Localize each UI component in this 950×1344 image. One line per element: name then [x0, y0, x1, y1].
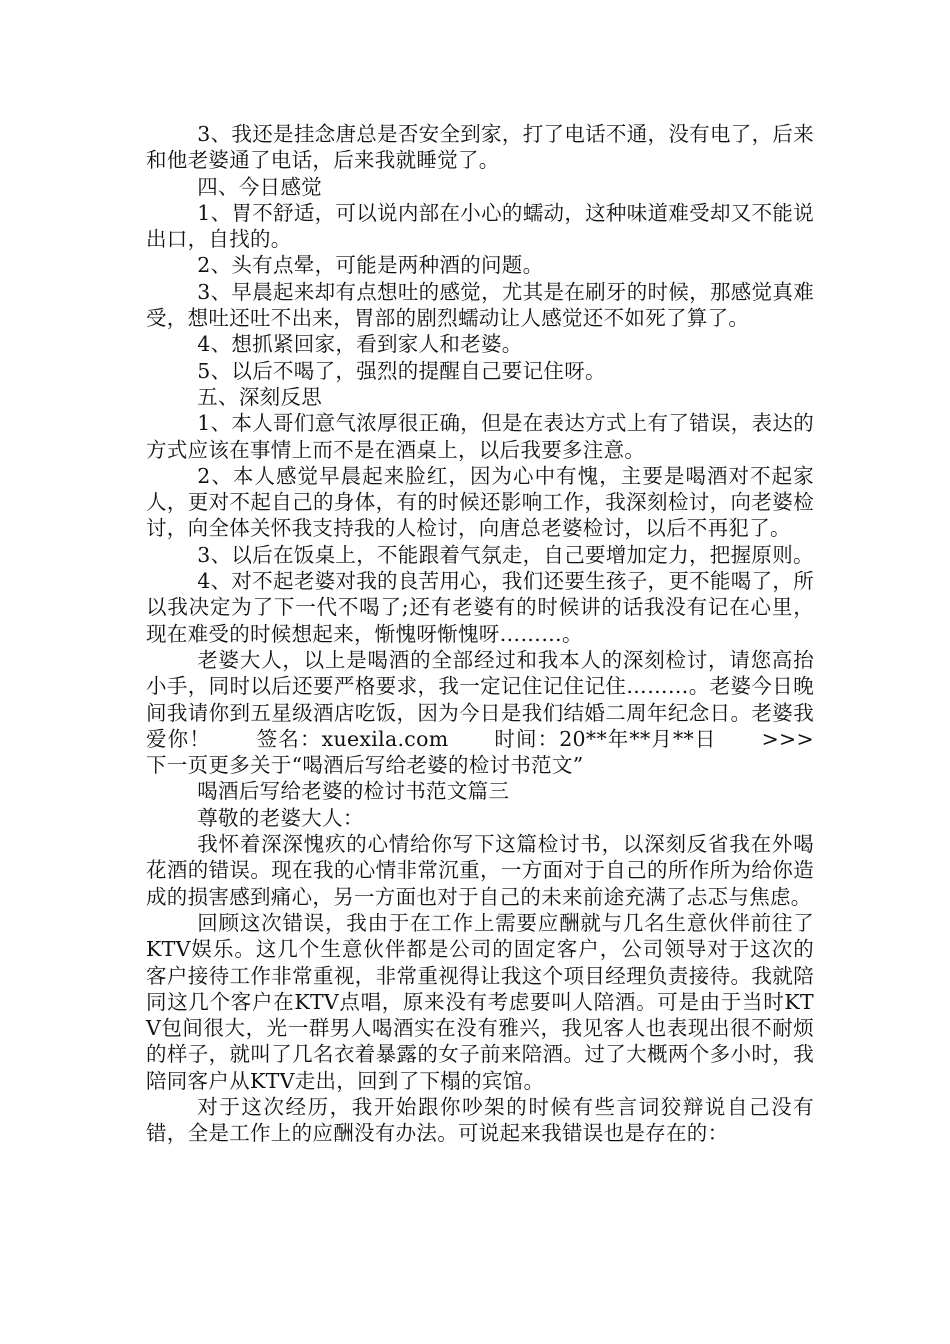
paragraph: 3、早晨起来却有点想吐的感觉，尤其是在刷牙的时候，那感觉真难受，想吐还吐不出来，胃部的剧烈蠕动让人感觉还不如死了算了。 — [146, 279, 814, 331]
salutation: 尊敬的老婆大人： — [197, 805, 364, 830]
paragraph: 我怀着深深愧疚的心情给你写下这篇检讨书，以深刻反省我在外喝花酒的错误。现在我的心情非常沉重，一方面对于自己的所作所为给你造成的损害感到痛心，另一方面也对于自己的未来前途充满了忐忑与焦虑。 — [146, 832, 814, 909]
closing-paragraph — [146, 647, 814, 778]
paragraph: 3、以后在饭桌上，不能跟着气氛走，自己要增加定力，把握原则。 — [197, 542, 814, 567]
paragraph: 3、我还是挂念唐总是否安全到家，打了电话不通，没有电了，后来和他老婆通了电话，后来我就睡觉了。 — [146, 122, 814, 173]
paragraph: 4、想抓紧回家，看到家人和老婆。 — [197, 332, 523, 357]
paragraph: 5、以后不喝了，强烈的提醒自己要记住呀。 — [197, 358, 606, 383]
paragraph: 对于这次经历，我开始跟你吵架的时候有些言词狡辩说自己没有错，全是工作上的应酬没有办法。可说起来我错误也是存在的： — [146, 1094, 814, 1146]
paragraph: 1、胃不舒适，可以说内部在小心的蠕动，这种味道难受却又不能说出口，自找的。 — [146, 200, 814, 252]
paragraph: 4、对不起老婆对我的良苦用心，我们还要生孩子，更不能喝了，所以我决定为了下一代不喝了;还有老婆有的时候讲的话我没有记在心里，现在难受的时候想起来，惭愧呀惭愧呀………。 — [146, 569, 814, 646]
closing-text: 老婆大人，以上是喝酒的全部经过和我本人的深刻检讨，请您高抬小手，同时以后还要严格要求，我一定记住记住记住………。老婆今日晚间我请你到五星级酒店吃饭，因为今日是我们结婚二周年纪念日。老婆我爱你！ — [146, 647, 814, 751]
paragraph: 2、本人感觉早晨起来脸红，因为心中有愧，主要是喝酒对不起家人，更对不起自己的身体，有的时候还影响工作，我深刻检讨，向老婆检讨，向全体关怀我支持我的人检讨，向唐总老婆检讨，以后不再犯了。 — [146, 463, 814, 541]
section-heading: 四、今日感觉 — [197, 174, 323, 199]
section-heading: 五、深刻反思 — [197, 384, 323, 409]
section-title: 喝酒后写给老婆的检讨书范文篇三 — [197, 779, 510, 804]
paragraph: 1、本人哥们意气浓厚很正确，但是在表达方式上有了错误，表达的方式应该在事情上而不是在酒桌上，以后我要多注意。 — [146, 411, 814, 462]
signature: 签名：xuexila.com — [255, 726, 449, 751]
paragraph: 回顾这次错误，我由于在工作上需要应酬就与几名生意伙伴前往了KTV娱乐。这几个生意伙伴都是公司的固定客户，公司领导对于这次的客户接待工作非常重视，非常重视得让我这个项目经理负责接待。我就陪同这几个客户在KTV点唱，原来没有考虑要叫人陪酒。可是由于当时KTV包间很大，光一群男人喝酒实在没有雅兴，我见客人也表现出很不耐烦的样子，就叫了几名衣着暴露的女子前来陪酒。过了大概两个多小时，我陪同客户从KTV走出，回到了下榻的宾馆。 — [146, 910, 814, 1093]
time-stamp: 时间：20**年**月**日 — [493, 726, 717, 751]
paragraph: 2、头有点晕，可能是两种酒的问题。 — [197, 253, 544, 278]
document-body — [146, 121, 814, 1147]
next-page-link[interactable]: >>>下一页更多关于“喝酒后写给老婆的检讨书范文” — [146, 726, 814, 778]
